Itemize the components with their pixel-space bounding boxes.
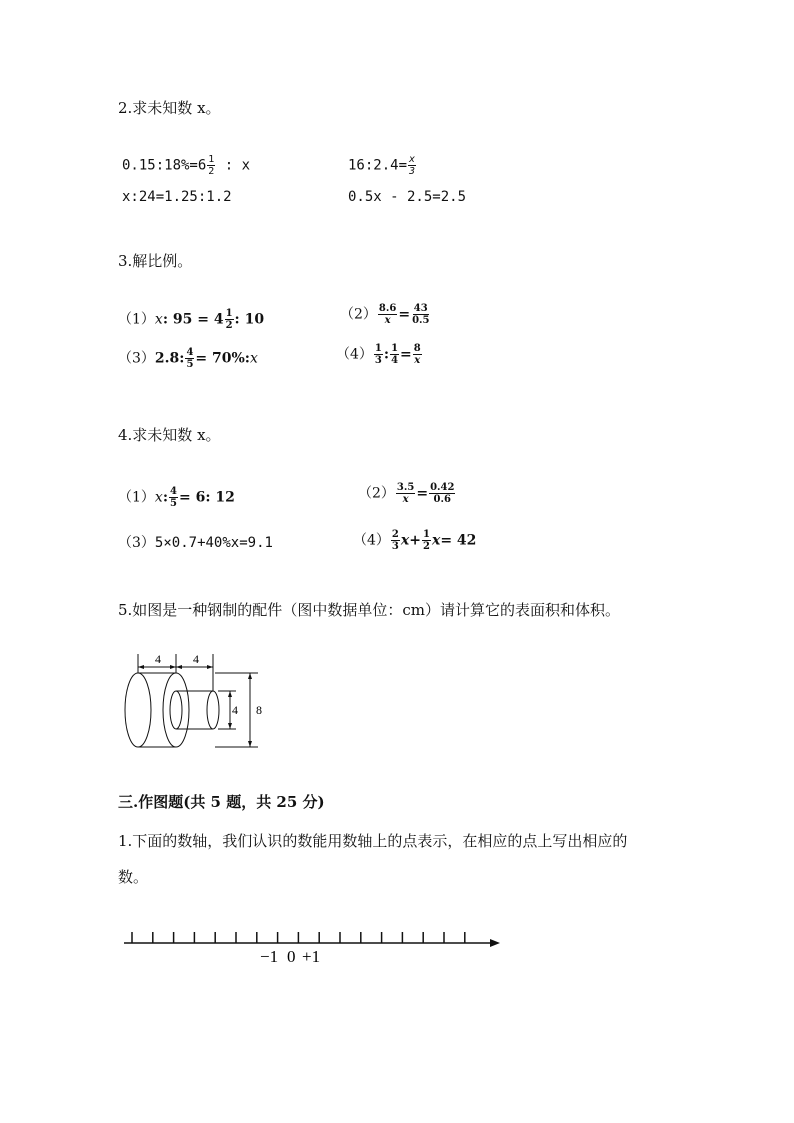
label-minus-one: −1 [260, 947, 279, 966]
fraction: $\frac{4}{5}$ [186, 347, 194, 370]
q3-problem-2: （2） $\frac{8.6}{x}$ = $\frac{43}{0.5}$ [340, 303, 430, 326]
s3-q1-line2: 数。 [118, 868, 149, 886]
label-zero: 0 [287, 947, 296, 966]
q2-equation-2: 16:2.4= $\frac{x}{3}$ [348, 154, 416, 177]
fraction: $\frac{1}{2}$ [422, 529, 430, 552]
q4-problem-1: （1）x: $\frac{4}{5}$ = 6: 12 [118, 486, 235, 509]
dim-inner-diameter: 4 [232, 703, 238, 717]
label-plus-one: +1 [302, 947, 321, 966]
inner-cylinder-face [207, 691, 219, 729]
steel-part-figure [118, 648, 278, 754]
fraction: $\frac{1}{2}$ [225, 308, 233, 331]
outer-cylinder-back [125, 673, 151, 747]
q3-problem-3: （3）2.8: $\frac{4}{5}$ = 70%:x [118, 347, 258, 370]
number-line-arrow [490, 939, 500, 947]
s3-q1-line1: 1.下面的数轴，我们认识的数能用数轴上的点表示，在相应的点上写出相应的 [118, 832, 628, 850]
fraction: $\frac{8}{x}$ [413, 343, 421, 366]
q2-equation-4: 0.5x - 2.5=2.5 [348, 189, 467, 205]
fraction: $\frac{3.5}{x}$ [396, 482, 415, 505]
dim-length-2: 4 [193, 652, 199, 666]
q4-title: 4.求未知数 x。 [118, 426, 221, 444]
q4-problem-2: （2） $\frac{3.5}{x}$ = $\frac{0.42}{0.6}$ [358, 482, 455, 505]
q3-problem-1: （1）x: 95 = 4 $\frac{1}{2}$ : 10 [118, 308, 265, 331]
fraction: $\frac{2}{3}$ [391, 529, 399, 552]
dim-outer-diameter: 8 [256, 703, 262, 717]
q5-title: 5.如图是一种钢制的配件（图中数据单位：cm）请计算它的表面积和体积。 [118, 601, 620, 619]
fraction: $\frac{8.6}{x}$ [378, 303, 397, 326]
dim-length-1: 4 [155, 652, 161, 666]
section-3-title: 三.作图题(共 5 题，共 25 分) [118, 793, 325, 811]
fraction: $\frac{1}{3}$ [374, 343, 382, 366]
fraction: $\frac{x}{3}$ [409, 154, 416, 177]
fraction: $\frac{43}{0.5}$ [412, 303, 430, 326]
q3-title: 3.解比例。 [118, 252, 193, 270]
q2-equation-1: 0.15:18%=6 $\frac{1}{2}$ : x [122, 154, 251, 177]
fraction: $\frac{1}{4}$ [391, 343, 399, 366]
fraction: $\frac{1}{2}$ [208, 154, 215, 177]
q4-problem-4: （4） $\frac{2}{3}$ x+ $\frac{1}{2}$ x= 42 [353, 529, 477, 552]
q2-title: 2.求未知数 x。 [118, 99, 221, 117]
fraction: $\frac{0.42}{0.6}$ [430, 482, 455, 505]
q2-equation-3: x:24=1.25:1.2 [122, 189, 232, 205]
q4-problem-3: （3）5×0.7+40%x=9.1 [118, 535, 273, 551]
fraction: $\frac{4}{5}$ [170, 486, 177, 509]
number-line [118, 925, 508, 970]
q3-problem-4: （4） $\frac{1}{3}$ : $\frac{1}{4}$ = $\frac{8}{x}$ [336, 343, 421, 366]
